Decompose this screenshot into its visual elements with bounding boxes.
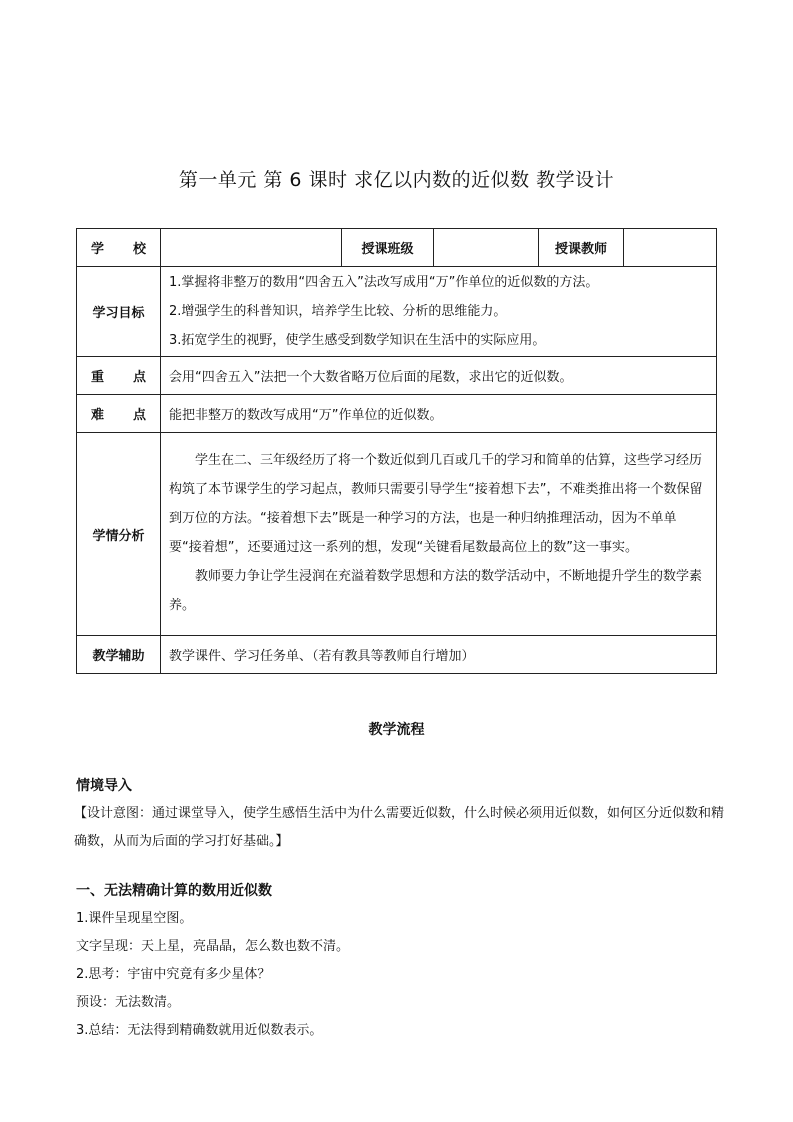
class-label: 授课班级 — [342, 229, 434, 267]
aids-text: 教学课件、学习任务单、（若有教具等教师自行增加） — [161, 636, 717, 674]
table-row — [77, 357, 717, 395]
list-item: 2.思考：宇宙中究竟有多少星体？ — [76, 967, 271, 982]
list-item: 预设：无法数清。 — [76, 995, 181, 1010]
list-item: 文字呈现：天上星，亮晶晶，怎么数也数不清。 — [76, 939, 350, 954]
flow-title: 教学流程 — [368, 722, 425, 738]
page-title: 第一单元 第 6 课时 求亿以内数的近似数 教学设计 — [178, 169, 615, 191]
goals-cell — [161, 267, 717, 357]
analysis-paragraph: 学生在二、三年级经历了将一个数近似到几百或几千的学习和简单的估算，这些学习经历构筑了本节课学生的学习起点，教师只需要引导学生“接着想下去”，不难类推出将一个数保留到万位的方法。“接着想下去”既是一种学习的方法，也是一种归纳推理活动，因为不单单要“接着想”，还要通过这一系列的想，发现“关键看尾数最高位上的数”这一事实。 — [169, 453, 703, 555]
class-value — [434, 229, 539, 267]
analysis-label: 学情分析 — [77, 433, 161, 636]
key-point-label: 重 点 — [77, 357, 161, 395]
goals-label: 学习目标 — [77, 267, 161, 357]
section-heading: 一、无法精确计算的数用近似数 — [76, 883, 272, 899]
table-row — [77, 636, 717, 674]
table-row — [77, 433, 717, 636]
school-value — [161, 229, 342, 267]
table-row — [77, 395, 717, 433]
intro-heading: 情境导入 — [76, 778, 132, 794]
aids-label: 教学辅助 — [77, 636, 161, 674]
key-point-text: 会用“四舍五入”法把一个大数省略万位后面的尾数，求出它的近似数。 — [161, 357, 717, 395]
section-1 — [76, 877, 726, 1045]
school-label: 学 校 — [77, 229, 161, 267]
lesson-info-table — [76, 228, 717, 674]
list-item: 3.总结：无法得到精确数就用近似数表示。 — [76, 1023, 323, 1038]
difficulty-text: 能把非整万的数改写成用“万”作单位的近似数。 — [161, 395, 717, 433]
analysis-paragraph: 教师要力争让学生浸润在充溢着数学思想和方法的数学活动中，不断地提升学生的数学素养。 — [169, 569, 703, 613]
goal-item: 2.增强学生的科普知识，培养学生比较、分析的思维能力。 — [169, 304, 507, 319]
goal-item: 3.拓宽学生的视野，使学生感受到数学知识在生活中的实际应用。 — [169, 333, 546, 348]
design-intent: 【设计意图：通过课堂导入，使学生感悟生活中为什么需要近似数，什么时候必须用近似数，如何区分近似数和精确数，从而为后面的学习打好基础。】 — [74, 806, 725, 849]
table-row — [77, 229, 717, 267]
analysis-cell — [161, 433, 717, 636]
intro-section — [76, 772, 726, 856]
teacher-label: 授课教师 — [539, 229, 624, 267]
table-row — [77, 267, 717, 357]
teacher-value — [624, 229, 717, 267]
list-item: 1.课件呈现星空图。 — [76, 911, 193, 926]
difficulty-label: 难 点 — [77, 395, 161, 433]
goal-item: 1.掌握将非整万的数用“四舍五入”法改写成用“万”作单位的近似数的方法。 — [169, 275, 599, 290]
